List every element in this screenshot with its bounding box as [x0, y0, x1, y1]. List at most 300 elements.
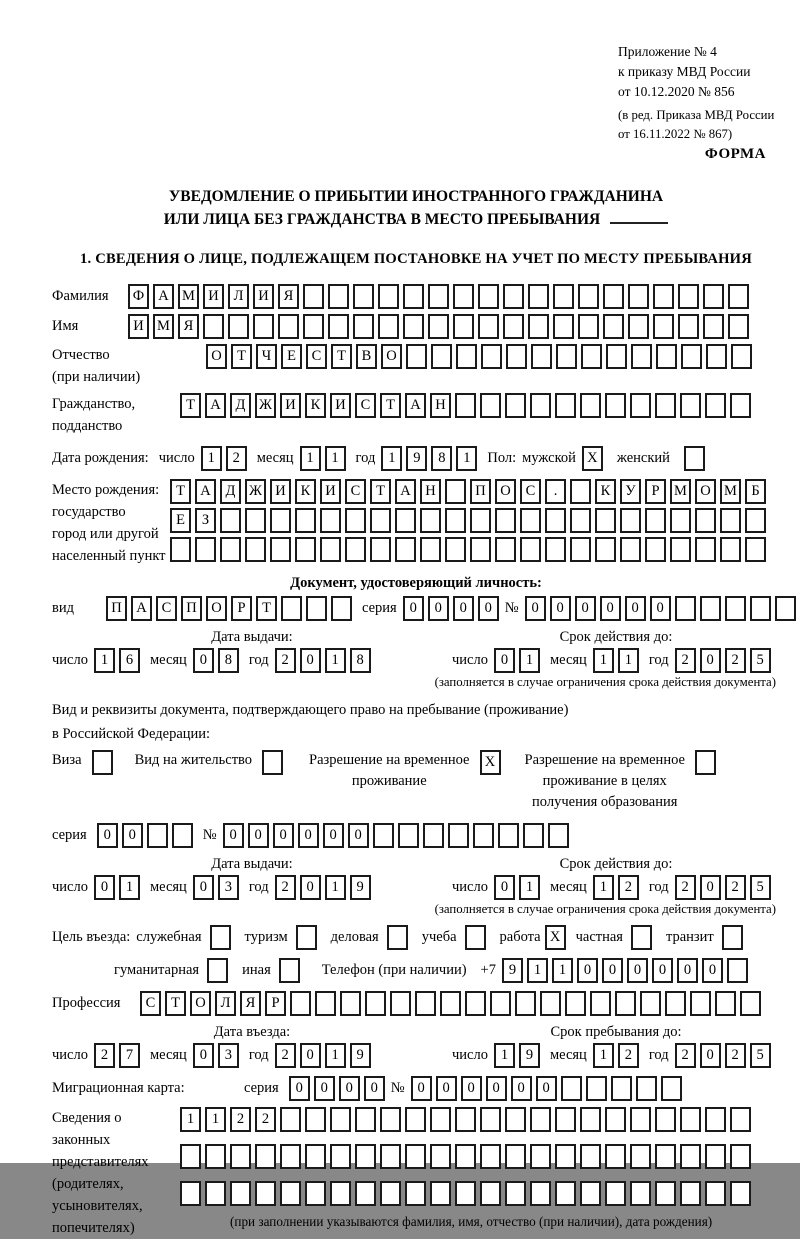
char-box[interactable]: [345, 508, 366, 533]
char-box[interactable]: Б: [745, 479, 766, 504]
char-box[interactable]: 1: [494, 1043, 515, 1068]
char-box[interactable]: 0: [193, 648, 214, 673]
char-box[interactable]: 0: [323, 823, 344, 848]
char-box[interactable]: [630, 393, 651, 418]
char-box[interactable]: [495, 508, 516, 533]
char-box[interactable]: 1: [527, 958, 548, 983]
char-box[interactable]: [280, 1144, 301, 1169]
char-box[interactable]: 2: [94, 1043, 115, 1068]
char-box[interactable]: [345, 537, 366, 562]
char-box[interactable]: [498, 823, 519, 848]
char-box[interactable]: С: [355, 393, 376, 418]
char-box[interactable]: [705, 1107, 726, 1132]
char-box[interactable]: [205, 1181, 226, 1206]
char-box[interactable]: [665, 991, 686, 1016]
char-box[interactable]: [581, 344, 602, 369]
char-box[interactable]: [653, 314, 674, 339]
char-box[interactable]: [398, 823, 419, 848]
char-box[interactable]: [505, 1144, 526, 1169]
char-box[interactable]: [556, 344, 577, 369]
char-box[interactable]: [340, 991, 361, 1016]
char-box[interactable]: 2: [725, 875, 746, 900]
char-box[interactable]: Т: [331, 344, 352, 369]
char-box[interactable]: Ф: [128, 284, 149, 309]
char-box[interactable]: [455, 1181, 476, 1206]
char-box[interactable]: [700, 596, 721, 621]
char-box[interactable]: 0: [122, 823, 143, 848]
char-box[interactable]: [205, 1144, 226, 1169]
char-box[interactable]: [255, 1181, 276, 1206]
char-box[interactable]: 0: [511, 1076, 532, 1101]
char-box[interactable]: А: [395, 479, 416, 504]
char-box[interactable]: [531, 344, 552, 369]
char-box[interactable]: 0: [600, 596, 621, 621]
char-box[interactable]: [703, 314, 724, 339]
char-box[interactable]: И: [330, 393, 351, 418]
purpose-work-checkbox[interactable]: X: [545, 925, 566, 950]
char-box[interactable]: [180, 1144, 201, 1169]
char-box[interactable]: И: [128, 314, 149, 339]
char-box[interactable]: [480, 1144, 501, 1169]
char-box[interactable]: [725, 596, 746, 621]
char-box[interactable]: [480, 1181, 501, 1206]
char-box[interactable]: 0: [700, 1043, 721, 1068]
char-box[interactable]: 5: [750, 648, 771, 673]
char-box[interactable]: [595, 508, 616, 533]
char-box[interactable]: 0: [403, 596, 424, 621]
char-box[interactable]: Я: [240, 991, 261, 1016]
char-box[interactable]: [503, 314, 524, 339]
char-box[interactable]: [405, 1181, 426, 1206]
char-box[interactable]: [680, 393, 701, 418]
char-box[interactable]: 1: [94, 648, 115, 673]
char-box[interactable]: П: [181, 596, 202, 621]
char-box[interactable]: 0: [273, 823, 294, 848]
char-box[interactable]: [405, 1144, 426, 1169]
char-box[interactable]: [465, 991, 486, 1016]
char-box[interactable]: 1: [456, 446, 477, 471]
char-box[interactable]: П: [470, 479, 491, 504]
char-box[interactable]: 2: [675, 648, 696, 673]
char-box[interactable]: [428, 284, 449, 309]
char-box[interactable]: 0: [300, 1043, 321, 1068]
char-box[interactable]: И: [203, 284, 224, 309]
char-box[interactable]: [490, 991, 511, 1016]
char-box[interactable]: О: [190, 991, 211, 1016]
char-box[interactable]: 1: [300, 446, 321, 471]
char-box[interactable]: П: [106, 596, 127, 621]
char-box[interactable]: Т: [170, 479, 191, 504]
char-box[interactable]: [445, 508, 466, 533]
char-box[interactable]: А: [195, 479, 216, 504]
char-box[interactable]: [706, 344, 727, 369]
char-box[interactable]: [406, 344, 427, 369]
char-box[interactable]: [578, 284, 599, 309]
char-box[interactable]: Т: [256, 596, 277, 621]
sex-female-checkbox[interactable]: [684, 446, 705, 471]
char-box[interactable]: [478, 284, 499, 309]
char-box[interactable]: 0: [298, 823, 319, 848]
char-box[interactable]: К: [295, 479, 316, 504]
char-box[interactable]: С: [306, 344, 327, 369]
char-box[interactable]: [245, 508, 266, 533]
char-box[interactable]: 0: [300, 648, 321, 673]
char-box[interactable]: [578, 314, 599, 339]
char-box[interactable]: [328, 314, 349, 339]
char-box[interactable]: 2: [230, 1107, 251, 1132]
char-box[interactable]: [230, 1181, 251, 1206]
char-box[interactable]: [675, 596, 696, 621]
char-box[interactable]: Л: [228, 284, 249, 309]
char-box[interactable]: 0: [478, 596, 499, 621]
char-box[interactable]: [628, 314, 649, 339]
char-box[interactable]: [481, 344, 502, 369]
char-box[interactable]: [403, 314, 424, 339]
char-box[interactable]: 1: [552, 958, 573, 983]
char-box[interactable]: 0: [627, 958, 648, 983]
char-box[interactable]: [548, 823, 569, 848]
char-box[interactable]: 8: [431, 446, 452, 471]
char-box[interactable]: [380, 1144, 401, 1169]
char-box[interactable]: [315, 991, 336, 1016]
char-box[interactable]: С: [156, 596, 177, 621]
char-box[interactable]: [470, 537, 491, 562]
char-box[interactable]: [355, 1107, 376, 1132]
char-box[interactable]: [620, 537, 641, 562]
char-box[interactable]: [690, 991, 711, 1016]
char-box[interactable]: [305, 1107, 326, 1132]
char-box[interactable]: [365, 991, 386, 1016]
char-box[interactable]: [630, 1107, 651, 1132]
char-box[interactable]: [555, 1144, 576, 1169]
char-box[interactable]: [303, 314, 324, 339]
char-box[interactable]: [705, 1181, 726, 1206]
char-box[interactable]: 2: [618, 875, 639, 900]
char-box[interactable]: [353, 314, 374, 339]
char-box[interactable]: А: [131, 596, 152, 621]
char-box[interactable]: 0: [97, 823, 118, 848]
char-box[interactable]: О: [206, 596, 227, 621]
char-box[interactable]: 0: [700, 648, 721, 673]
char-box[interactable]: О: [206, 344, 227, 369]
char-box[interactable]: [631, 344, 652, 369]
char-box[interactable]: 2: [255, 1107, 276, 1132]
char-box[interactable]: 0: [339, 1076, 360, 1101]
char-box[interactable]: [380, 1107, 401, 1132]
sex-male-checkbox[interactable]: X: [582, 446, 603, 471]
char-box[interactable]: [530, 1144, 551, 1169]
char-box[interactable]: [727, 958, 748, 983]
char-box[interactable]: [545, 508, 566, 533]
char-box[interactable]: [203, 314, 224, 339]
char-box[interactable]: [730, 1107, 751, 1132]
char-box[interactable]: Е: [281, 344, 302, 369]
char-box[interactable]: [655, 1107, 676, 1132]
char-box[interactable]: [423, 823, 444, 848]
char-box[interactable]: [195, 537, 216, 562]
char-box[interactable]: 1: [325, 1043, 346, 1068]
char-box[interactable]: 5: [750, 875, 771, 900]
char-box[interactable]: 2: [725, 648, 746, 673]
char-box[interactable]: 0: [550, 596, 571, 621]
char-box[interactable]: [370, 537, 391, 562]
char-box[interactable]: 1: [201, 446, 222, 471]
char-box[interactable]: [678, 284, 699, 309]
char-box[interactable]: [230, 1144, 251, 1169]
char-box[interactable]: С: [345, 479, 366, 504]
purpose-transit-checkbox[interactable]: [722, 925, 743, 950]
char-box[interactable]: Т: [180, 393, 201, 418]
char-box[interactable]: 0: [494, 648, 515, 673]
char-box[interactable]: [456, 344, 477, 369]
char-box[interactable]: 0: [486, 1076, 507, 1101]
char-box[interactable]: [280, 1181, 301, 1206]
char-box[interactable]: [305, 1181, 326, 1206]
char-box[interactable]: [555, 1181, 576, 1206]
char-box[interactable]: [305, 1144, 326, 1169]
char-box[interactable]: [590, 991, 611, 1016]
char-box[interactable]: 8: [350, 648, 371, 673]
char-box[interactable]: 1: [593, 648, 614, 673]
char-box[interactable]: 0: [625, 596, 646, 621]
char-box[interactable]: [620, 508, 641, 533]
char-box[interactable]: [570, 508, 591, 533]
char-box[interactable]: 0: [300, 875, 321, 900]
char-box[interactable]: [740, 991, 761, 1016]
char-box[interactable]: 1: [519, 648, 540, 673]
char-box[interactable]: [605, 1144, 626, 1169]
char-box[interactable]: [453, 314, 474, 339]
char-box[interactable]: [705, 1144, 726, 1169]
char-box[interactable]: [730, 1181, 751, 1206]
char-box[interactable]: [473, 823, 494, 848]
char-box[interactable]: 6: [119, 648, 140, 673]
char-box[interactable]: [553, 314, 574, 339]
char-box[interactable]: [655, 1144, 676, 1169]
char-box[interactable]: 1: [119, 875, 140, 900]
char-box[interactable]: 0: [193, 1043, 214, 1068]
char-box[interactable]: 0: [577, 958, 598, 983]
char-box[interactable]: О: [495, 479, 516, 504]
char-box[interactable]: 0: [650, 596, 671, 621]
char-box[interactable]: [705, 393, 726, 418]
char-box[interactable]: [403, 284, 424, 309]
char-box[interactable]: И: [320, 479, 341, 504]
char-box[interactable]: [530, 393, 551, 418]
visa-checkbox[interactable]: [92, 750, 113, 775]
char-box[interactable]: 0: [702, 958, 723, 983]
temp-residence-education-checkbox[interactable]: [695, 750, 716, 775]
char-box[interactable]: [478, 314, 499, 339]
char-box[interactable]: [455, 393, 476, 418]
char-box[interactable]: [530, 1181, 551, 1206]
char-box[interactable]: [580, 1181, 601, 1206]
char-box[interactable]: Л: [215, 991, 236, 1016]
char-box[interactable]: [670, 508, 691, 533]
char-box[interactable]: И: [253, 284, 274, 309]
char-box[interactable]: [775, 596, 796, 621]
char-box[interactable]: [415, 991, 436, 1016]
char-box[interactable]: [555, 393, 576, 418]
char-box[interactable]: [395, 508, 416, 533]
char-box[interactable]: [605, 1181, 626, 1206]
char-box[interactable]: [290, 991, 311, 1016]
char-box[interactable]: Ч: [256, 344, 277, 369]
char-box[interactable]: 1: [593, 875, 614, 900]
char-box[interactable]: 0: [700, 875, 721, 900]
char-box[interactable]: [480, 393, 501, 418]
char-box[interactable]: [445, 479, 466, 504]
char-box[interactable]: А: [405, 393, 426, 418]
char-box[interactable]: [520, 537, 541, 562]
char-box[interactable]: 2: [618, 1043, 639, 1068]
char-box[interactable]: [630, 1144, 651, 1169]
char-box[interactable]: 1: [519, 875, 540, 900]
char-box[interactable]: 1: [325, 875, 346, 900]
char-box[interactable]: 8: [218, 648, 239, 673]
purpose-business-checkbox[interactable]: [387, 925, 408, 950]
char-box[interactable]: Т: [370, 479, 391, 504]
char-box[interactable]: [615, 991, 636, 1016]
char-box[interactable]: [306, 596, 327, 621]
char-box[interactable]: 1: [205, 1107, 226, 1132]
purpose-private-checkbox[interactable]: [631, 925, 652, 950]
char-box[interactable]: Т: [231, 344, 252, 369]
temp-residence-checkbox[interactable]: X: [480, 750, 501, 775]
char-box[interactable]: 0: [289, 1076, 310, 1101]
char-box[interactable]: 9: [519, 1043, 540, 1068]
char-box[interactable]: 0: [575, 596, 596, 621]
char-box[interactable]: [745, 537, 766, 562]
char-box[interactable]: [180, 1181, 201, 1206]
char-box[interactable]: [636, 1076, 657, 1101]
char-box[interactable]: [320, 508, 341, 533]
char-box[interactable]: 3: [218, 1043, 239, 1068]
char-box[interactable]: [505, 1181, 526, 1206]
char-box[interactable]: [430, 1181, 451, 1206]
purpose-other-checkbox[interactable]: [279, 958, 300, 983]
char-box[interactable]: Т: [380, 393, 401, 418]
purpose-official-checkbox[interactable]: [210, 925, 231, 950]
char-box[interactable]: [378, 314, 399, 339]
char-box[interactable]: 2: [675, 875, 696, 900]
char-box[interactable]: [528, 284, 549, 309]
char-box[interactable]: [540, 991, 561, 1016]
purpose-tourism-checkbox[interactable]: [296, 925, 317, 950]
char-box[interactable]: [630, 1181, 651, 1206]
char-box[interactable]: [695, 508, 716, 533]
char-box[interactable]: [220, 508, 241, 533]
char-box[interactable]: [645, 508, 666, 533]
char-box[interactable]: К: [305, 393, 326, 418]
char-box[interactable]: Т: [165, 991, 186, 1016]
char-box[interactable]: [420, 537, 441, 562]
char-box[interactable]: [530, 1107, 551, 1132]
char-box[interactable]: З: [195, 508, 216, 533]
char-box[interactable]: [170, 537, 191, 562]
char-box[interactable]: 3: [218, 875, 239, 900]
char-box[interactable]: [580, 1144, 601, 1169]
char-box[interactable]: [681, 344, 702, 369]
char-box[interactable]: [661, 1076, 682, 1101]
char-box[interactable]: В: [356, 344, 377, 369]
char-box[interactable]: [715, 991, 736, 1016]
char-box[interactable]: [503, 284, 524, 309]
char-box[interactable]: У: [620, 479, 641, 504]
char-box[interactable]: [728, 284, 749, 309]
char-box[interactable]: М: [720, 479, 741, 504]
char-box[interactable]: [703, 284, 724, 309]
char-box[interactable]: [611, 1076, 632, 1101]
char-box[interactable]: [395, 537, 416, 562]
purpose-study-checkbox[interactable]: [465, 925, 486, 950]
char-box[interactable]: [420, 508, 441, 533]
char-box[interactable]: [606, 344, 627, 369]
char-box[interactable]: [505, 393, 526, 418]
char-box[interactable]: [303, 284, 324, 309]
char-box[interactable]: 0: [223, 823, 244, 848]
char-box[interactable]: [545, 537, 566, 562]
char-box[interactable]: [378, 284, 399, 309]
char-box[interactable]: [455, 1144, 476, 1169]
char-box[interactable]: [172, 823, 193, 848]
char-box[interactable]: 7: [119, 1043, 140, 1068]
char-box[interactable]: [505, 1107, 526, 1132]
char-box[interactable]: [330, 1144, 351, 1169]
char-box[interactable]: 0: [677, 958, 698, 983]
char-box[interactable]: [295, 537, 316, 562]
char-box[interactable]: Д: [230, 393, 251, 418]
char-box[interactable]: 1: [618, 648, 639, 673]
char-box[interactable]: Р: [265, 991, 286, 1016]
char-box[interactable]: [470, 508, 491, 533]
char-box[interactable]: [555, 1107, 576, 1132]
char-box[interactable]: [515, 991, 536, 1016]
char-box[interactable]: Р: [645, 479, 666, 504]
char-box[interactable]: 1: [325, 446, 346, 471]
char-box[interactable]: 0: [193, 875, 214, 900]
char-box[interactable]: [595, 537, 616, 562]
char-box[interactable]: [255, 1144, 276, 1169]
char-box[interactable]: 0: [536, 1076, 557, 1101]
char-box[interactable]: 0: [314, 1076, 335, 1101]
char-box[interactable]: Н: [420, 479, 441, 504]
char-box[interactable]: 0: [248, 823, 269, 848]
char-box[interactable]: [330, 1181, 351, 1206]
char-box[interactable]: [430, 1144, 451, 1169]
char-box[interactable]: Я: [178, 314, 199, 339]
residence-permit-checkbox[interactable]: [262, 750, 283, 775]
char-box[interactable]: 9: [350, 875, 371, 900]
char-box[interactable]: [455, 1107, 476, 1132]
char-box[interactable]: [730, 393, 751, 418]
char-box[interactable]: О: [381, 344, 402, 369]
char-box[interactable]: 0: [461, 1076, 482, 1101]
char-box[interactable]: [440, 991, 461, 1016]
char-box[interactable]: 2: [275, 648, 296, 673]
char-box[interactable]: [680, 1181, 701, 1206]
char-box[interactable]: [745, 508, 766, 533]
char-box[interactable]: Р: [231, 596, 252, 621]
char-box[interactable]: О: [695, 479, 716, 504]
char-box[interactable]: [355, 1144, 376, 1169]
char-box[interactable]: 0: [411, 1076, 432, 1101]
char-box[interactable]: [278, 314, 299, 339]
char-box[interactable]: [680, 1144, 701, 1169]
char-box[interactable]: 9: [350, 1043, 371, 1068]
char-box[interactable]: [245, 537, 266, 562]
char-box[interactable]: [580, 393, 601, 418]
